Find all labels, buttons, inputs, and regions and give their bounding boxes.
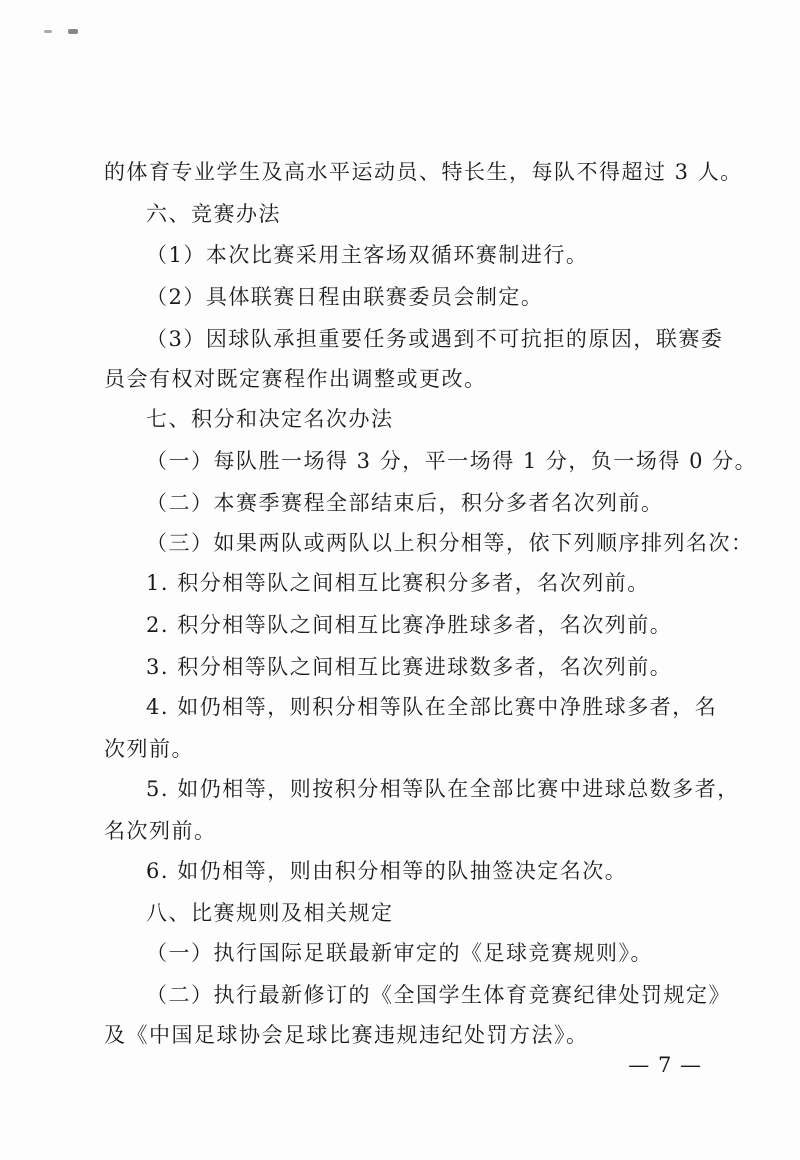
list-item: 3. 积分相等队之间相互比赛进球数多者，名次列前。 xyxy=(146,655,673,679)
paragraph-line: 员会有权对既定赛程作出调整或更改。 xyxy=(104,367,487,391)
paragraph-line: （三）如果两队或两队以上积分相等，依下列顺序排列名次： xyxy=(146,531,754,555)
scan-artifact xyxy=(68,29,78,34)
paragraph-line: （3）因球队承担重要任务或遇到不可抗拒的原因，联赛委 xyxy=(146,327,724,351)
paragraph-line: （2）具体联赛日程由联赛委员会制定。 xyxy=(146,285,544,309)
list-item: 1. 积分相等队之间相互比赛积分多者，名次列前。 xyxy=(146,571,650,595)
list-item: 6. 如仍相等，则由积分相等的队抽签决定名次。 xyxy=(146,859,628,883)
list-item: 5. 如仍相等，则按积分相等队在全部比赛中进球总数多者， xyxy=(146,777,740,801)
paragraph-line: （一）每队胜一场得 3 分，平一场得 1 分，负一场得 0 分。 xyxy=(146,449,758,473)
section-heading: 八、比赛规则及相关规定 xyxy=(146,901,394,925)
paragraph-line: 及《中国足球协会足球比赛违规违纪处罚方法》。 xyxy=(104,1023,589,1047)
list-item: 4. 如仍相等，则积分相等队在全部比赛中净胜球多者，名 xyxy=(146,695,718,719)
list-item-continuation: 次列前。 xyxy=(104,737,194,761)
paragraph-line: （二）本赛季赛程全部结束后，积分多者名次列前。 xyxy=(146,491,664,515)
list-item: 2. 积分相等队之间相互比赛净胜球多者，名次列前。 xyxy=(146,613,673,637)
paragraph-line: （1）本次比赛采用主客场双循环赛制进行。 xyxy=(146,243,589,267)
section-heading: 六、竞赛办法 xyxy=(146,202,281,226)
page-number: — 7 — xyxy=(628,1053,702,1077)
list-item-continuation: 名次列前。 xyxy=(104,819,217,843)
paragraph-line: （二）执行最新修订的《全国学生体育竞赛纪律处罚规定》 xyxy=(146,983,731,1007)
scan-artifact xyxy=(44,30,52,33)
section-heading: 七、积分和决定名次办法 xyxy=(146,407,394,431)
paragraph-line: （一）执行国际足联最新审定的《足球竞赛规则》。 xyxy=(146,941,653,965)
paragraph-line: 的体育专业学生及高水平运动员、特长生，每队不得超过 3 人。 xyxy=(104,160,743,184)
